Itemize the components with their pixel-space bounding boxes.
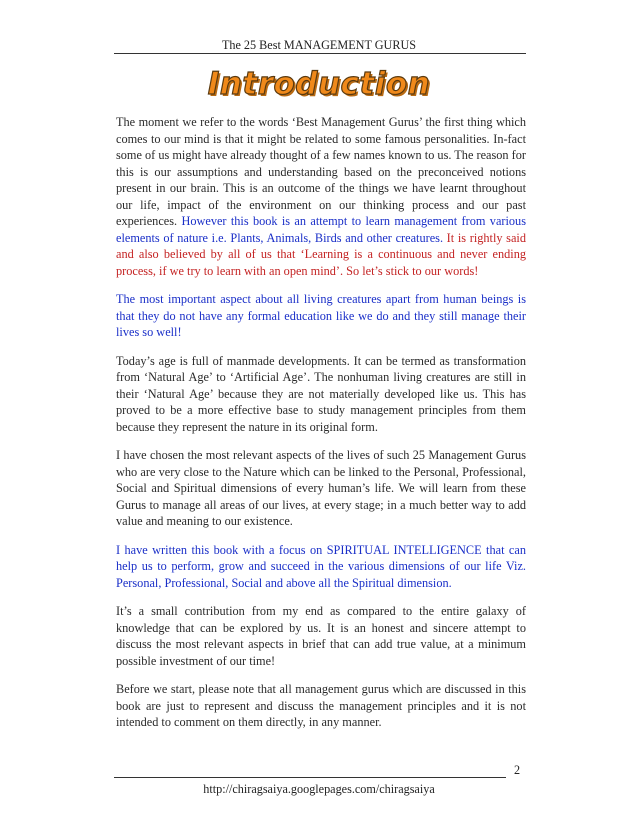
paragraph-1-part-2: However this book is an attempt to learn management from various elements of nature i.e. Plants, Animals, Birds and other creatures. [116, 214, 526, 245]
paragraph-4: I have chosen the most relevant aspects of the lives of such 25 Management Gurus who are very close to the Nature which can be linked to the Personal, Professional, Social and Spiritual dimensions of every human’s life. We will learn from these Gurus to manage all areas of our lives, at every stage; in a much better way to add value and meaning to our existence. [116, 448, 526, 528]
body-text [116, 114, 526, 743]
paragraph-1 [116, 114, 526, 279]
paragraph-6: It’s a small contribution from my end as compared to the entire galaxy of knowledge that can be explored by us. It is an honest and sincere attempt to discuss the most relevant aspects in brief that can add true value, at a minimum possible investment of our time! [116, 604, 526, 668]
page-number: 2 [514, 763, 521, 777]
paragraph-5 [116, 542, 526, 592]
footer-divider [114, 777, 506, 778]
paragraph-7: Before we start, please note that all management gurus which are discussed in this book are just to represent and discuss the management principles and it is not intended to comment on them directly, in any manner. [116, 682, 526, 729]
header-divider [114, 53, 526, 54]
footer-url: http://chiragsaiya.googlepages.com/chiragsaiya [203, 782, 435, 796]
paragraph-5-part-3: that can help us to perform, grow and succeed in the various dimensions of our life Viz. Personal, Professional, Social and above all the Spiritual dimension. [116, 542, 527, 590]
paragraph-2: The most important aspect about all living creatures apart from human beings is that they do not have any formal education like we do and they still manage their lives so well! [116, 292, 526, 339]
paragraph-3: Today’s age is full of manmade developments. It can be termed as transformation from ‘Natural Age’ to ‘Artificial Age’. The nonhuman living creatures are still in their ‘Natural Age’ because they are not materially developed like us. This has proved to be a more effective base to study management principles from them because they represent the nature in its original form. [116, 353, 526, 434]
running-header: The 25 Best MANAGEMENT GURUS [221, 38, 417, 52]
paragraph-1-part-1: The moment we refer to the words ‘Best Management Gurus’ the first thing which comes to our mind is that it might be related to some famous personalities. In-fact some of us might have already thought of a few names known to us. The reason for this is our assumptions and understanding based on the preconceived notions present in our brain. This is an outcome of the things we have learnt throughout our life, impact of the environment on our thinking process and our past experiences. [116, 115, 526, 228]
paragraph-5-part-2: SPIRITUAL INTELLIGENCE [326, 542, 482, 557]
page-title: Introduction [207, 66, 431, 102]
paragraph-5-part-1: I have written this book with a focus on [116, 542, 327, 557]
paragraph-1-part-3: It is rightly said and also believed by all of us that ‘Learning is a continuous and never ending process, if we try to learn with an open mind’. So let’s stick to our words! [116, 230, 526, 278]
